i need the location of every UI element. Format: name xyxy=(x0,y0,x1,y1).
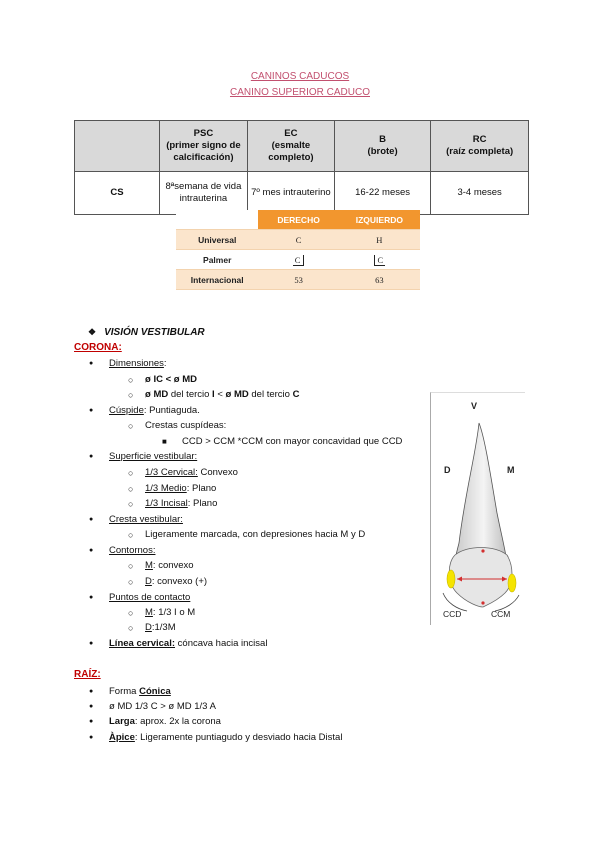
table-cell: 7º mes intrauterino xyxy=(247,172,334,215)
palmer-symbol-right: C xyxy=(293,255,305,266)
header-abbr: PSC xyxy=(193,128,214,139)
doc-subtitle: CANINO SUPERIOR CADUCO xyxy=(229,87,370,98)
bold-text: ø MD xyxy=(145,389,169,400)
item-text: : Plano xyxy=(186,483,217,494)
item-text: : Plano xyxy=(187,498,218,509)
item-text: : convexo (+) xyxy=(151,576,208,587)
item-label: 1/3 Incisal xyxy=(145,498,188,509)
header-desc: (raíz completa) xyxy=(446,146,514,157)
diamond-bullet-icon: ❖ xyxy=(88,327,97,337)
table-cell: 8ªsemana de vida intrauterina xyxy=(159,172,247,215)
doc-title: CANINOS CADUCOS xyxy=(250,71,350,82)
nomenclature-table xyxy=(176,210,420,290)
bold-text: Larga xyxy=(109,716,135,727)
header-desc: (primer signo de calcificación) xyxy=(166,140,241,163)
development-table xyxy=(74,120,529,215)
table-cell: Palmer xyxy=(176,250,258,270)
list-item xyxy=(109,638,267,650)
list-item xyxy=(145,389,299,401)
list-item: Puntos de contacto xyxy=(109,592,191,603)
header-abbr: RC xyxy=(472,134,487,145)
list-item: ø IC < ø MD xyxy=(145,374,197,385)
table-cell: 53 xyxy=(258,270,338,290)
list-item: Cresta vestibular: xyxy=(109,514,183,525)
label-v: V xyxy=(471,401,478,411)
list-item: ø MD 1/3 C > ø MD 1/3 A xyxy=(109,701,216,712)
label-m: M xyxy=(507,465,515,475)
list-item xyxy=(145,560,194,572)
label-ccm: CCM xyxy=(491,609,511,619)
raiz-heading: RAÍZ: xyxy=(74,669,101,680)
section-heading xyxy=(88,327,205,338)
table-cell: 16-22 meses xyxy=(334,172,430,215)
item-label: Línea cervical: xyxy=(109,638,176,649)
table-cell: 63 xyxy=(339,270,420,290)
table-header xyxy=(176,210,258,230)
list-item: Contornos: xyxy=(109,545,156,556)
tooth-figure xyxy=(430,392,525,625)
table-header xyxy=(75,121,160,172)
table-header-ec xyxy=(247,121,334,172)
item-text: Forma xyxy=(109,686,140,697)
list-item xyxy=(109,716,221,728)
item-text: < xyxy=(214,389,226,400)
item-label: Cúspide xyxy=(109,405,144,416)
palmer-symbol-left: C xyxy=(374,255,386,266)
item-label: D xyxy=(145,576,152,587)
item-text: : 1/3 I o M xyxy=(152,607,196,618)
item-label: M xyxy=(145,607,153,618)
table-cell xyxy=(258,250,338,270)
bold-text: I xyxy=(212,389,215,400)
list-item xyxy=(109,732,342,744)
item-label: 1/3 Medio xyxy=(145,483,187,494)
table-cell: Universal xyxy=(176,230,258,250)
table-row xyxy=(176,230,420,250)
list-item xyxy=(109,686,171,698)
item-label: Dimensiones xyxy=(109,358,164,369)
item-label: Cónica xyxy=(139,686,171,697)
tooth-diagram xyxy=(431,393,525,625)
table-header-b xyxy=(334,121,430,172)
list-item xyxy=(145,576,207,588)
table-cell: CS xyxy=(75,172,160,215)
header-abbr: B xyxy=(379,134,387,145)
header-desc: (brote) xyxy=(367,146,398,157)
bold-text: C xyxy=(292,389,300,400)
section-heading-text: VISIÓN VESTIBULAR xyxy=(104,327,205,338)
list-item: Superficie vestibular: xyxy=(109,451,198,462)
label-ccd: CCD xyxy=(443,609,462,619)
item-text: : convexo xyxy=(152,560,194,571)
table-cell xyxy=(339,250,420,270)
list-item xyxy=(145,467,238,479)
list-item xyxy=(145,622,176,634)
item-text: : Puntiaguda. xyxy=(143,405,200,416)
item-label: 1/3 Cervical: xyxy=(145,467,198,478)
item-text: cóncava hacia incisal xyxy=(175,638,268,649)
item-text: : xyxy=(163,358,167,369)
item-text: : Ligeramente puntiagudo y desviado hacia Distal xyxy=(134,732,343,743)
item-text: : aprox. 2x la corona xyxy=(134,716,221,727)
table-header-rc xyxy=(431,121,529,172)
table-row xyxy=(176,250,420,270)
item-text: :1/3M xyxy=(151,622,176,633)
table-header-row xyxy=(75,121,529,172)
bold-text: ø MD xyxy=(225,389,249,400)
list-item: Crestas cuspídeas: xyxy=(145,420,227,431)
list-item xyxy=(109,405,200,417)
header-abbr: EC xyxy=(284,128,298,139)
table-cell: Internacional xyxy=(176,270,258,290)
list-item xyxy=(145,498,217,510)
list-item xyxy=(109,358,167,370)
list-item: ■ CCD > CCM *CCM con mayor concavidad que CCD xyxy=(182,436,402,448)
mesial-contact-point xyxy=(508,574,516,592)
table-header: IZQUIERDO xyxy=(339,210,420,230)
table-header-psc xyxy=(159,121,247,172)
item-text: del tercio xyxy=(168,389,213,400)
table-header: DERECHO xyxy=(258,210,338,230)
table-row xyxy=(176,270,420,290)
cervical-point xyxy=(481,549,484,552)
table-cell: 3-4 meses xyxy=(431,172,529,215)
item-text: Convexo xyxy=(197,467,238,478)
corona-heading: CORONA: xyxy=(74,342,122,353)
header-desc: (esmalte completo) xyxy=(268,140,314,163)
item-label: M xyxy=(145,560,153,571)
item-label: D xyxy=(145,622,152,633)
list-item: Ligeramente marcada, con depresiones hacia M y D xyxy=(145,529,366,540)
list-item xyxy=(145,607,195,619)
table-cell: C xyxy=(258,230,338,250)
table-row xyxy=(75,172,529,215)
distal-contact-point xyxy=(447,570,455,588)
table-cell: H xyxy=(339,230,420,250)
item-label: Àpice xyxy=(109,732,135,743)
cusp-point xyxy=(481,601,484,604)
list-item xyxy=(145,483,216,495)
item-text: del tercio xyxy=(248,389,293,400)
label-d: D xyxy=(444,465,451,475)
